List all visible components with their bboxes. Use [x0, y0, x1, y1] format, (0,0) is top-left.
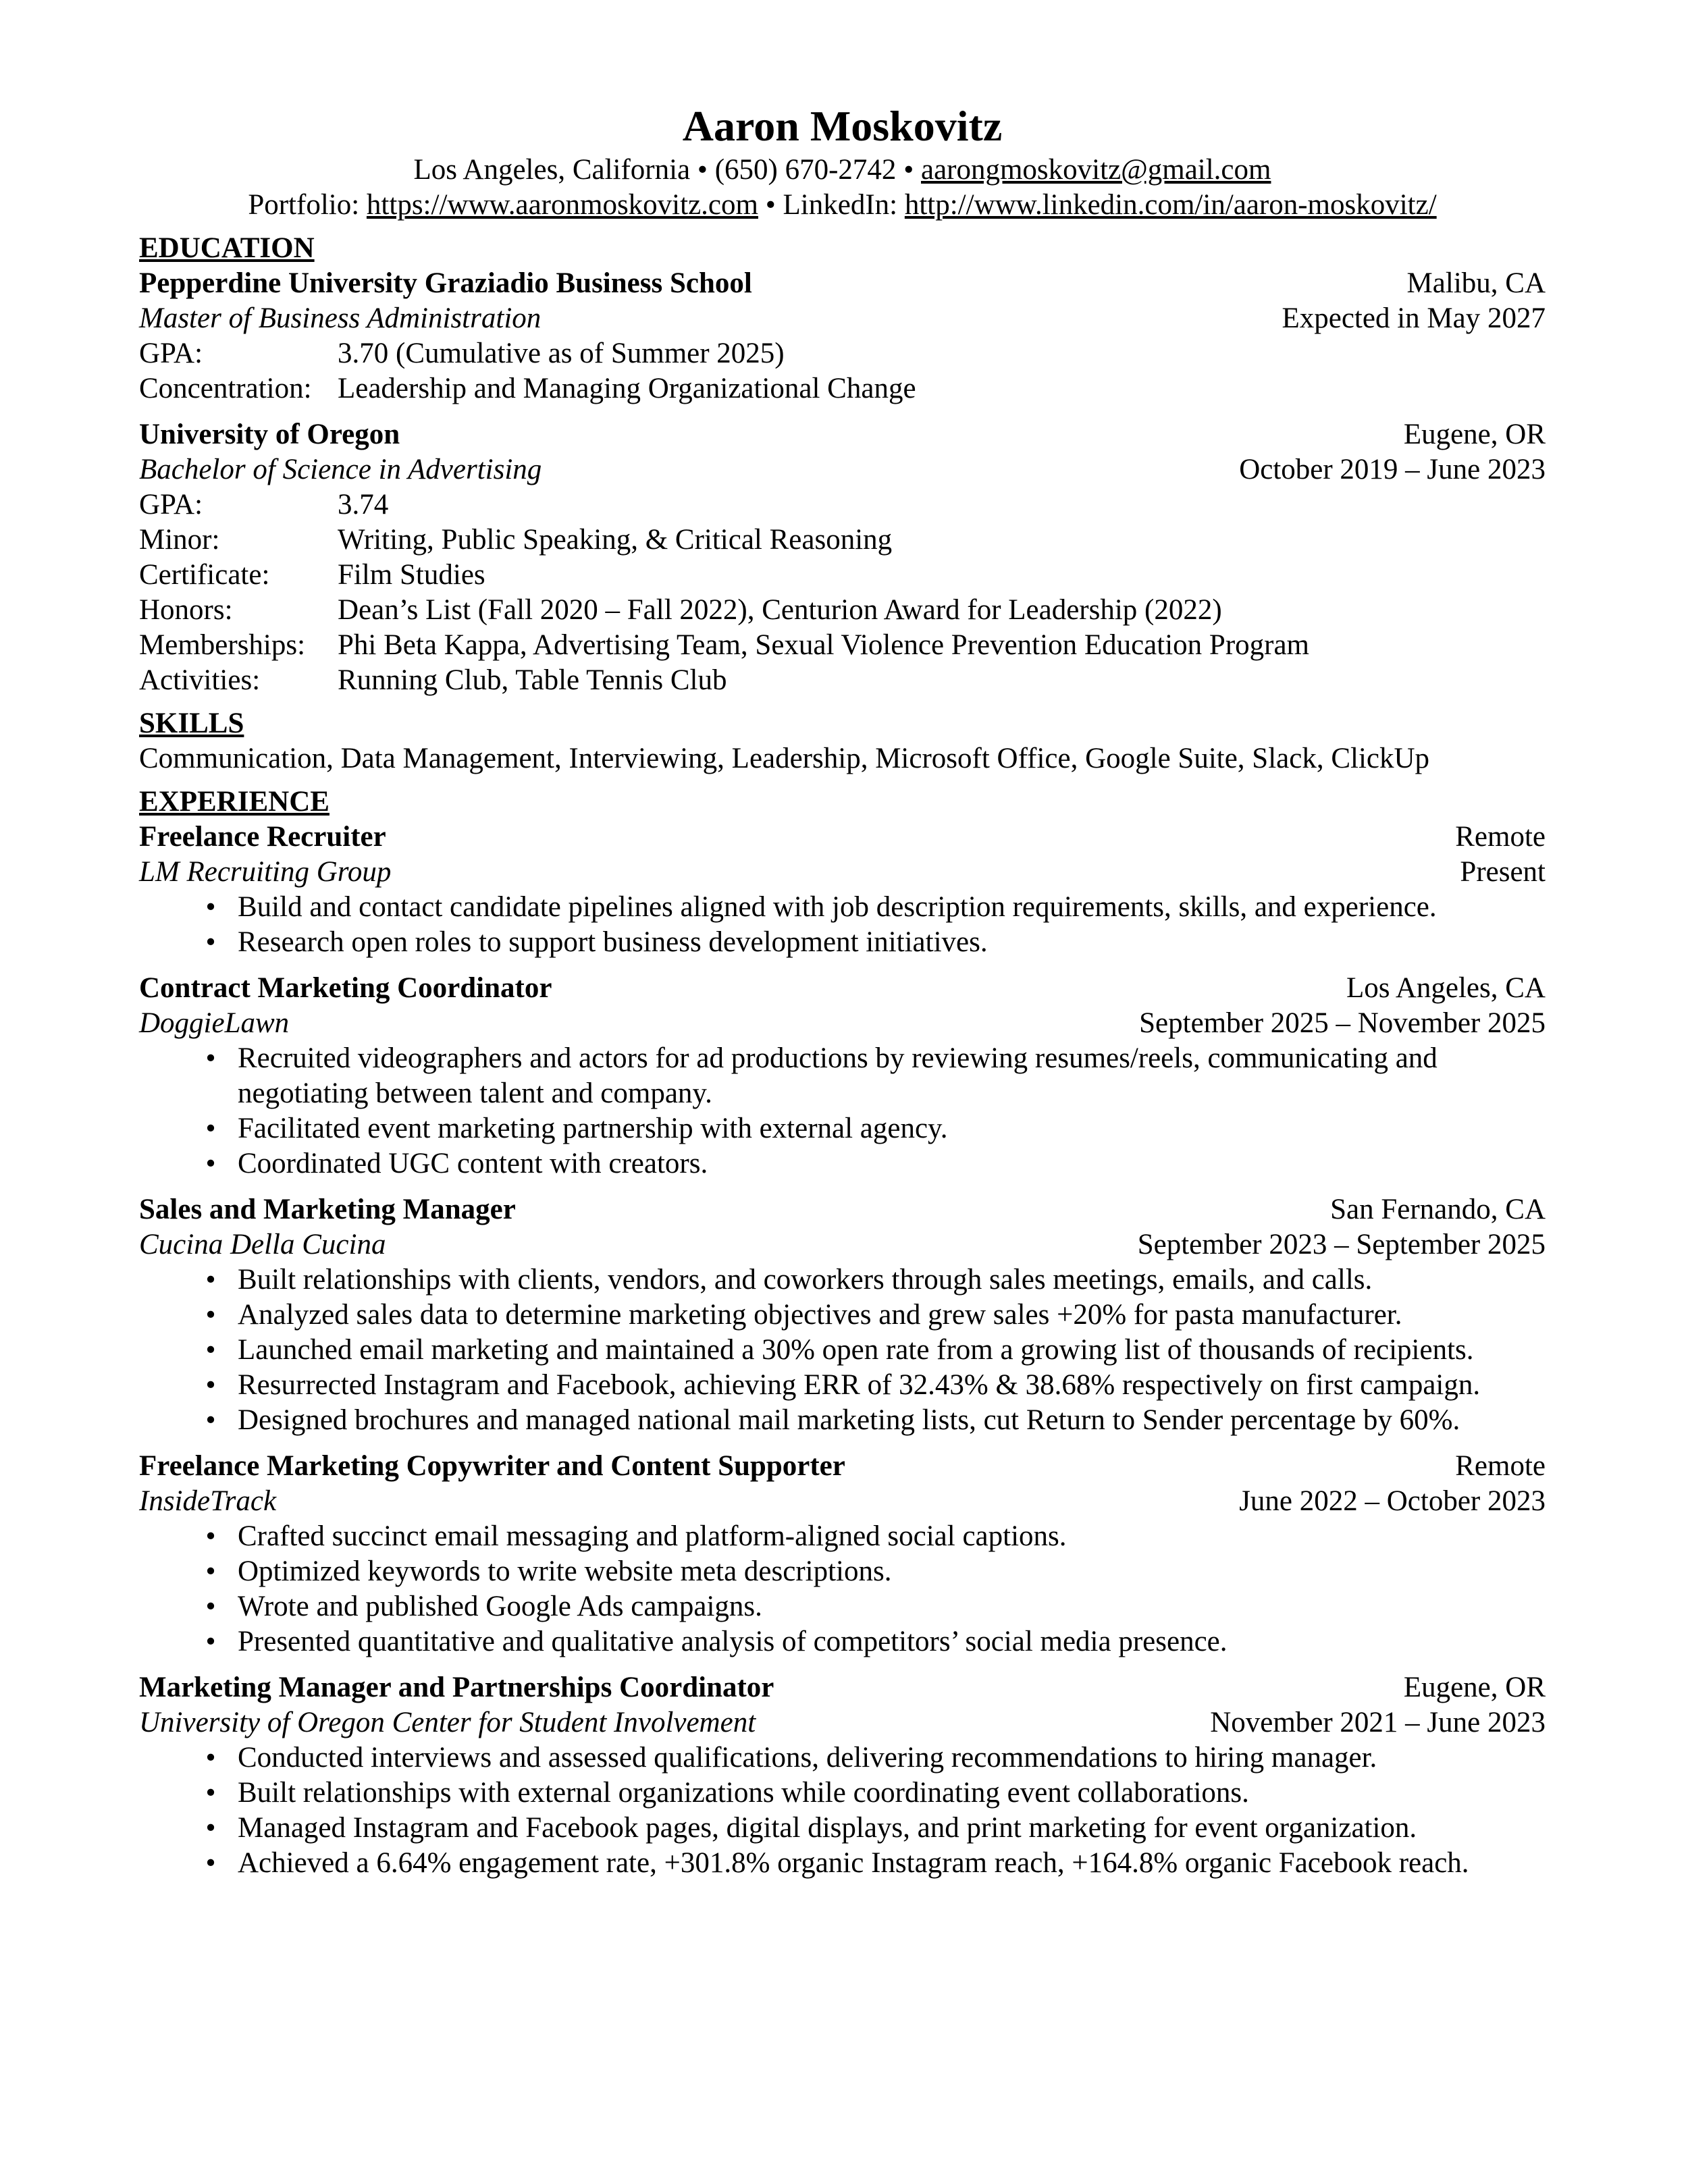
bullet-list	[139, 1041, 1546, 1181]
detail-label: Concentration:	[139, 373, 312, 404]
bullet-item	[205, 1403, 1546, 1438]
linkedin-label: LinkedIn:	[783, 189, 898, 221]
bullet-item	[205, 890, 1546, 925]
skills-list: Communication, Data Management, Interviewing, Leadership, Microsoft Office, Google Suite, Slack, ClickUp	[139, 743, 1430, 774]
degree: Master of Business Administration	[139, 302, 542, 334]
contact-line	[139, 153, 1546, 188]
degree: Bachelor of Science in Advertising	[139, 454, 542, 485]
entry-subheader-row	[139, 1227, 1546, 1262]
bullet-text: Coordinated UGC content with creators.	[238, 1148, 708, 1179]
entry-header-row	[139, 820, 1546, 855]
detail-label: GPA:	[139, 338, 203, 369]
bullet-glyph: •	[205, 1148, 216, 1179]
bullet-glyph: •	[205, 1626, 216, 1657]
school-location: Malibu, CA	[1406, 267, 1546, 299]
entry-subheader-row	[139, 1705, 1546, 1740]
entry-header-row	[139, 266, 1546, 301]
separator: •	[765, 189, 776, 221]
bullet-glyph: •	[205, 1591, 216, 1622]
detail-label: GPA:	[139, 489, 203, 521]
job-location: Remote	[1455, 1450, 1546, 1482]
bullet-text: Built relationships with external organizations while coordinating event collaborations.	[238, 1777, 1249, 1809]
bullet-text: Wrote and published Google Ads campaigns.	[238, 1591, 762, 1622]
bullet-text: Research open roles to support business development initiatives.	[238, 926, 988, 958]
date: October 2019 – June 2023	[1239, 454, 1546, 485]
phone: (650) 670-2742	[714, 154, 897, 186]
detail-label: Honors:	[139, 594, 233, 626]
job-title: Freelance Marketing Copywriter and Content Supporter	[139, 1450, 845, 1482]
bullet-text: Managed Instagram and Facebook pages, digital displays, and print marketing for event organization.	[238, 1812, 1417, 1844]
school-name: University of Oregon	[139, 419, 400, 450]
detail-label: Memberships:	[139, 629, 306, 661]
job-entry	[139, 1670, 1546, 1881]
date: Expected in May 2027	[1282, 302, 1546, 334]
bullet-glyph: •	[205, 926, 216, 958]
date: June 2022 – October 2023	[1239, 1485, 1546, 1517]
email-link[interactable]: aarongmoskovitz@gmail.com	[921, 154, 1271, 186]
bullet-text: Resurrected Instagram and Facebook, achieving ERR of 32.43% & 38.68% respectively on first campaign.	[238, 1369, 1481, 1401]
bullet-glyph: •	[205, 1334, 216, 1366]
job-title: Sales and Marketing Manager	[139, 1194, 516, 1225]
job-title: Freelance Recruiter	[139, 821, 386, 853]
bullet-item	[205, 1554, 1546, 1589]
entry-subheader-row	[139, 301, 1546, 336]
bullet-glyph: •	[205, 1264, 216, 1296]
bullet-item	[205, 1111, 1546, 1146]
bullet-glyph: •	[205, 1520, 216, 1552]
job-entry	[139, 1192, 1546, 1438]
school-name: Pepperdine University Graziadio Business School	[139, 267, 752, 299]
company: Cucina Della Cucina	[139, 1229, 386, 1260]
detail-value: Writing, Public Speaking, & Critical Reasoning	[338, 524, 893, 556]
detail-row	[139, 336, 1546, 371]
detail-value: Phi Beta Kappa, Advertising Team, Sexual Violence Prevention Education Program	[338, 629, 1309, 661]
entry-header-row	[139, 1449, 1546, 1484]
school-location: Eugene, OR	[1403, 419, 1546, 450]
bullet-list	[139, 1740, 1546, 1881]
bullet-glyph: •	[205, 1555, 216, 1587]
bullet-text: Analyzed sales data to determine marketing objectives and grew sales +20% for pasta manufacturer.	[238, 1299, 1402, 1331]
bullet-text: Built relationships with clients, vendors, and coworkers through sales meetings, emails, and calls.	[238, 1264, 1373, 1296]
detail-value: 3.74	[338, 489, 389, 521]
detail-row	[139, 523, 1546, 558]
bullet-item	[205, 1846, 1546, 1881]
bullet-text: Designed brochures and managed national mail marketing lists, cut Return to Sender percentage by 60%.	[238, 1404, 1460, 1436]
bullet-text: Launched email marketing and maintained a 30% open rate from a growing list of thousands of recipients.	[238, 1334, 1474, 1366]
bullet-item	[205, 1146, 1546, 1181]
date: November 2021 – June 2023	[1210, 1707, 1546, 1738]
bullet-list	[139, 1519, 1546, 1659]
section-title: EDUCATION	[139, 232, 315, 264]
date: September 2025 – November 2025	[1139, 1007, 1546, 1039]
job-location: Los Angeles, CA	[1346, 972, 1546, 1004]
bullet-glyph: •	[205, 1847, 216, 1879]
company: InsideTrack	[139, 1485, 277, 1517]
bullet-text: Achieved a 6.64% engagement rate, +301.8% organic Instagram reach, +164.8% organic Facebook reach.	[238, 1847, 1469, 1879]
education-entry	[139, 266, 1546, 406]
job-location: San Fernando, CA	[1330, 1194, 1546, 1225]
detail-label: Certificate:	[139, 559, 270, 591]
detail-row	[139, 558, 1546, 593]
job-title: Marketing Manager and Partnerships Coordinator	[139, 1672, 774, 1703]
bullet-item	[205, 1811, 1546, 1846]
date: September 2023 – September 2025	[1137, 1229, 1546, 1260]
separator: •	[697, 154, 708, 186]
bullet-text: Recruited videographers and actors for ad productions by reviewing resumes/reels, communicating and negotiating between talent and company.	[238, 1042, 1438, 1109]
detail-value: 3.70 (Cumulative as of Summer 2025)	[338, 338, 785, 369]
bullet-text: Presented quantitative and qualitative analysis of competitors’ social media presence.	[238, 1626, 1228, 1657]
detail-row	[139, 371, 1546, 406]
location: Los Angeles, California	[413, 154, 691, 186]
entry-subheader-row	[139, 452, 1546, 487]
bullet-item	[205, 1589, 1546, 1624]
job-location: Remote	[1455, 821, 1546, 853]
section-title: EXPERIENCE	[139, 786, 329, 818]
education-entry	[139, 417, 1546, 698]
bullet-glyph: •	[205, 1742, 216, 1774]
linkedin-link[interactable]: http://www.linkedin.com/in/aaron-moskovitz/	[904, 189, 1437, 221]
job-entry	[139, 1449, 1546, 1659]
candidate-name: Aaron Moskovitz	[682, 102, 1003, 150]
bullet-item	[205, 1776, 1546, 1811]
detail-label: Minor:	[139, 524, 220, 556]
bullet-list	[139, 1262, 1546, 1438]
bullet-text: Facilitated event marketing partnership with external agency.	[238, 1113, 948, 1144]
bullet-glyph: •	[205, 891, 216, 923]
skills-section	[139, 706, 1546, 776]
bullet-item	[205, 1519, 1546, 1554]
section-title: SKILLS	[139, 708, 244, 739]
resume-header	[139, 100, 1546, 223]
date: Present	[1460, 856, 1546, 888]
bullet-text: Optimized keywords to write website meta descriptions.	[238, 1555, 892, 1587]
resume-content	[139, 100, 1546, 1881]
bullet-glyph: •	[205, 1369, 216, 1401]
education-section	[139, 231, 1546, 698]
entry-header-row	[139, 1192, 1546, 1227]
bullet-glyph: •	[205, 1113, 216, 1144]
detail-row	[139, 593, 1546, 628]
detail-value: Film Studies	[338, 559, 485, 591]
detail-label: Activities:	[139, 664, 261, 696]
detail-row	[139, 663, 1546, 698]
bullet-glyph: •	[205, 1299, 216, 1331]
separator: •	[903, 154, 914, 186]
bullet-glyph: •	[205, 1777, 216, 1809]
bullet-item	[205, 1333, 1546, 1368]
bullet-list	[139, 890, 1546, 960]
entry-subheader-row	[139, 1484, 1546, 1519]
company: University of Oregon Center for Student Involvement	[139, 1707, 756, 1738]
bullet-item	[205, 1368, 1546, 1403]
entry-subheader-row	[139, 855, 1546, 890]
entry-header-row	[139, 971, 1546, 1006]
bullet-glyph: •	[205, 1042, 216, 1074]
bullet-item	[205, 1298, 1546, 1333]
links-line	[139, 188, 1546, 223]
experience-section	[139, 784, 1546, 1881]
bullet-item	[205, 1262, 1546, 1298]
portfolio-link[interactable]: https://www.aaronmoskovitz.com	[366, 189, 758, 221]
detail-row	[139, 628, 1546, 663]
bullet-item	[205, 1624, 1546, 1659]
company: LM Recruiting Group	[139, 856, 392, 888]
bullet-item	[205, 1740, 1546, 1776]
bullet-item	[205, 1041, 1546, 1111]
job-title: Contract Marketing Coordinator	[139, 972, 552, 1004]
bullet-text: Build and contact candidate pipelines aligned with job description requirements, skills, and experience.	[238, 891, 1437, 923]
company: DoggieLawn	[139, 1007, 290, 1039]
entry-header-row	[139, 1670, 1546, 1705]
entry-subheader-row	[139, 1006, 1546, 1041]
detail-value: Leadership and Managing Organizational Change	[338, 373, 916, 404]
detail-row	[139, 487, 1546, 523]
entry-header-row	[139, 417, 1546, 452]
bullet-text: Conducted interviews and assessed qualifications, delivering recommendations to hiring manager.	[238, 1742, 1377, 1774]
job-entry	[139, 820, 1546, 960]
bullet-glyph: •	[205, 1812, 216, 1844]
detail-value: Dean’s List (Fall 2020 – Fall 2022), Centurion Award for Leadership (2022)	[338, 594, 1222, 626]
bullet-text: Crafted succinct email messaging and platform-aligned social captions.	[238, 1520, 1067, 1552]
job-entry	[139, 971, 1546, 1181]
portfolio-label: Portfolio:	[248, 189, 360, 221]
detail-value: Running Club, Table Tennis Club	[338, 664, 727, 696]
bullet-item	[205, 925, 1546, 960]
bullet-glyph: •	[205, 1404, 216, 1436]
job-location: Eugene, OR	[1403, 1672, 1546, 1703]
